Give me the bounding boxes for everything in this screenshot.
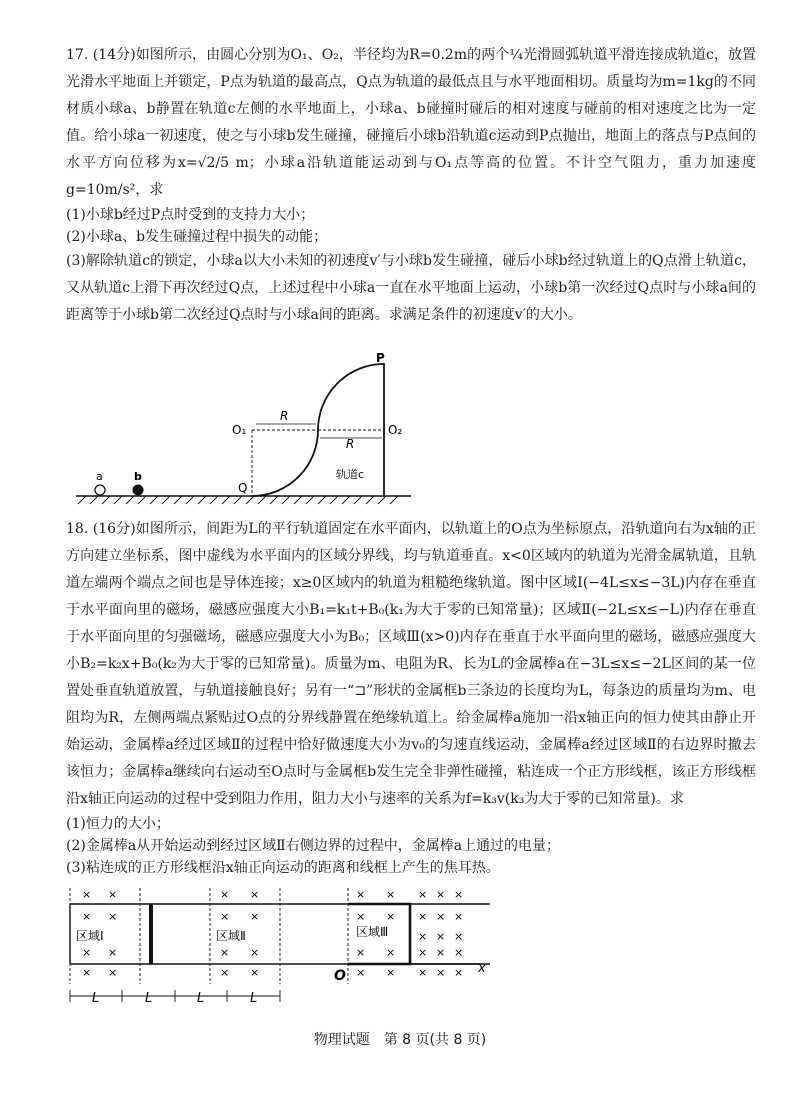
q18-sub-1: (1)恒力的大小； xyxy=(66,816,170,832)
svg-text:×: × xyxy=(418,888,428,901)
svg-text:×: × xyxy=(454,888,464,901)
svg-text:×: × xyxy=(220,966,230,979)
svg-text:×: × xyxy=(418,910,428,923)
svg-text:×: × xyxy=(386,946,396,959)
region-3-label: 区域Ⅲ xyxy=(356,925,389,939)
svg-text:×: × xyxy=(82,966,92,979)
svg-text:×: × xyxy=(250,946,260,959)
q17-stem: 17. (14分)如图所示，由圆心分别为O₁、O₂，半径均为R=0.2m的两个¼光滑圆弧轨道平滑连接成轨道c，放置光滑水平地面上并锁定，P点为轨道的最高点，Q点为轨道的最低点且与水平地面相切。质量均为m=1kg的不同材质小球a、b静置在轨道c左侧的水平地面上，小球a、b碰撞时碰后的相对速度与碰前的相对速度之比为一定值。给小球a一初速度，使之与小球b发生碰撞，碰撞后小球b沿轨道c运动到P点抛出，地面上的落点与P点间的水平方向位移为x=√2/5 m；小球a沿轨道能运动到与O₁点等高的位置。不计空气阻力，重力加速度g=10m/s²，求 xyxy=(66,47,756,198)
label-track: 轨道c xyxy=(336,468,365,481)
svg-text:×: × xyxy=(418,966,428,979)
svg-text:×: × xyxy=(436,910,446,923)
x-axis-label: x xyxy=(478,961,486,976)
ball-a-label: a xyxy=(96,470,103,483)
field-crosses xyxy=(82,888,463,979)
svg-text:×: × xyxy=(454,966,464,979)
svg-text:×: × xyxy=(356,946,366,959)
svg-text:×: × xyxy=(436,946,446,959)
svg-text:×: × xyxy=(418,930,428,943)
svg-text:×: × xyxy=(250,966,260,979)
length-dimension xyxy=(70,990,280,1002)
q17-sub-3: (3)解除轨道c的锁定，小球a以大小未知的初速度v′与小球b发生碰撞，碰后小球b经过轨道上的Q点滑上轨道c，又从轨道c上滑下再次经过Q点，上述过程中小球a一直在水平地面上运动，小球b第一次经过Q点时与小球a间的距离等于小球b第二次经过Q点时与小球a间的距离。求满足条件的初速度v′的大小。 xyxy=(66,253,756,323)
region-1-label: 区域Ⅰ xyxy=(76,929,104,943)
label-o1: O₁ xyxy=(232,423,247,437)
svg-text:×: × xyxy=(82,910,92,923)
q18-sub-3: (3)粘连成的正方形线框沿x轴正向运动的距离和线框上产生的焦耳热。 xyxy=(66,860,500,876)
svg-text:×: × xyxy=(108,888,118,901)
svg-text:×: × xyxy=(220,888,230,901)
label-o2: O₂ xyxy=(388,423,403,437)
svg-text:×: × xyxy=(356,910,366,923)
svg-text:×: × xyxy=(82,946,92,959)
q17-sub-1: (1)小球b经过P点时受到的支持力大小； xyxy=(66,207,315,223)
r-label-1: R xyxy=(280,409,289,423)
svg-text:×: × xyxy=(250,888,260,901)
q18-figure xyxy=(60,880,520,1010)
region-2-label: 区域Ⅱ xyxy=(216,929,246,943)
svg-text:×: × xyxy=(108,910,118,923)
svg-text:×: × xyxy=(454,910,464,923)
svg-text:×: × xyxy=(436,966,446,979)
ball-a xyxy=(95,485,105,495)
q18-stem: 18. (16分)如图所示，间距为L的平行轨道固定在水平面内，以轨道上的O点为坐标原点，沿轨道向右为x轴的正方向建立坐标系，图中虚线为水平面内的区域分界线，均与轨道垂直。x<0区域内的轨道为光滑金属轨道，且轨道左端两个端点之间也是导体连接；x≥0区域内的轨道为粗糙绝缘轨道。图中区域Ⅰ(−4L≤x≤−3L)内存在垂直于水平面向里的磁场，磁感应强度大小B₁=k₁t+B₀(k₁为大于零的已知常量)；区域Ⅱ(−2L≤x≤−L)内存在垂直于水平面向里的匀强磁场，磁感应强度大小为B₀；区域Ⅲ(x>0)内存在垂直于水平面向里的磁场，磁感应强度大小B₂=k₂x+B₀(k₂为大于零的已知常量)。质量为m、电阻为R、长为L的金属棒a在−3L≤x≤−2L区间的某一位置处垂直轨道放置，与轨道接触良好；另有一“⊐”形状的金属框b三条边的长度均为L，每条边的质量均为m、电阻均为R，左侧两端点紧贴过O点的分界线静置在绝缘轨道上。给金属棒a施加一沿x轴正向的恒力使其由静止开始运动，金属棒a经过区域Ⅱ的过程中恰好做速度大小为v₀的匀速直线运动，金属棒a经过区域Ⅱ的右边界时撤去该恒力；金属棒a继续向右运动至O点时与金属框b发生完全非弹性碰撞，粘连成一个正方形线框，该正方形线框沿x轴正向运动的过程中受到阻力作用，阻力大小与速率的关系为f=k₃v(k₃为大于零的已知常量)。求 xyxy=(66,521,756,807)
page-footer: 物理试题 第 8 页(共 8 页) xyxy=(313,1032,487,1048)
ball-b xyxy=(133,485,144,496)
svg-text:×: × xyxy=(454,946,464,959)
svg-text:×: × xyxy=(454,930,464,943)
r-label-2: R xyxy=(346,437,355,451)
ground-hatch xyxy=(78,496,398,504)
svg-text:×: × xyxy=(356,966,366,979)
svg-text:×: × xyxy=(386,966,396,979)
l-label-3: L xyxy=(197,991,205,1006)
svg-text:×: × xyxy=(418,946,428,959)
svg-text:×: × xyxy=(220,946,230,959)
svg-text:×: × xyxy=(250,910,260,923)
svg-text:×: × xyxy=(108,946,118,959)
l-label-4: L xyxy=(250,991,258,1006)
svg-text:×: × xyxy=(436,888,446,901)
svg-text:×: × xyxy=(220,910,230,923)
svg-text:×: × xyxy=(386,888,396,901)
ball-b-label: b xyxy=(134,470,142,483)
q17-figure xyxy=(66,351,446,510)
q18-sub-2: (2)金属棒a从开始运动到经过区域Ⅱ右侧边界的过程中，金属棒a上通过的电量； xyxy=(66,838,561,854)
question-17 xyxy=(66,42,756,329)
q17-sub-2: (2)小球a、b发生碰撞过程中损失的动能； xyxy=(66,229,328,245)
rod-a xyxy=(149,904,153,964)
question-18 xyxy=(66,516,756,879)
l-label-1: L xyxy=(92,991,100,1006)
svg-text:×: × xyxy=(82,888,92,901)
svg-text:×: × xyxy=(386,910,396,923)
l-label-2: L xyxy=(145,991,153,1006)
svg-text:×: × xyxy=(356,888,366,901)
svg-text:×: × xyxy=(108,966,118,979)
label-p: P xyxy=(376,351,385,365)
origin-label: O xyxy=(334,968,346,984)
svg-text:×: × xyxy=(436,930,446,943)
label-q: Q xyxy=(238,481,248,495)
